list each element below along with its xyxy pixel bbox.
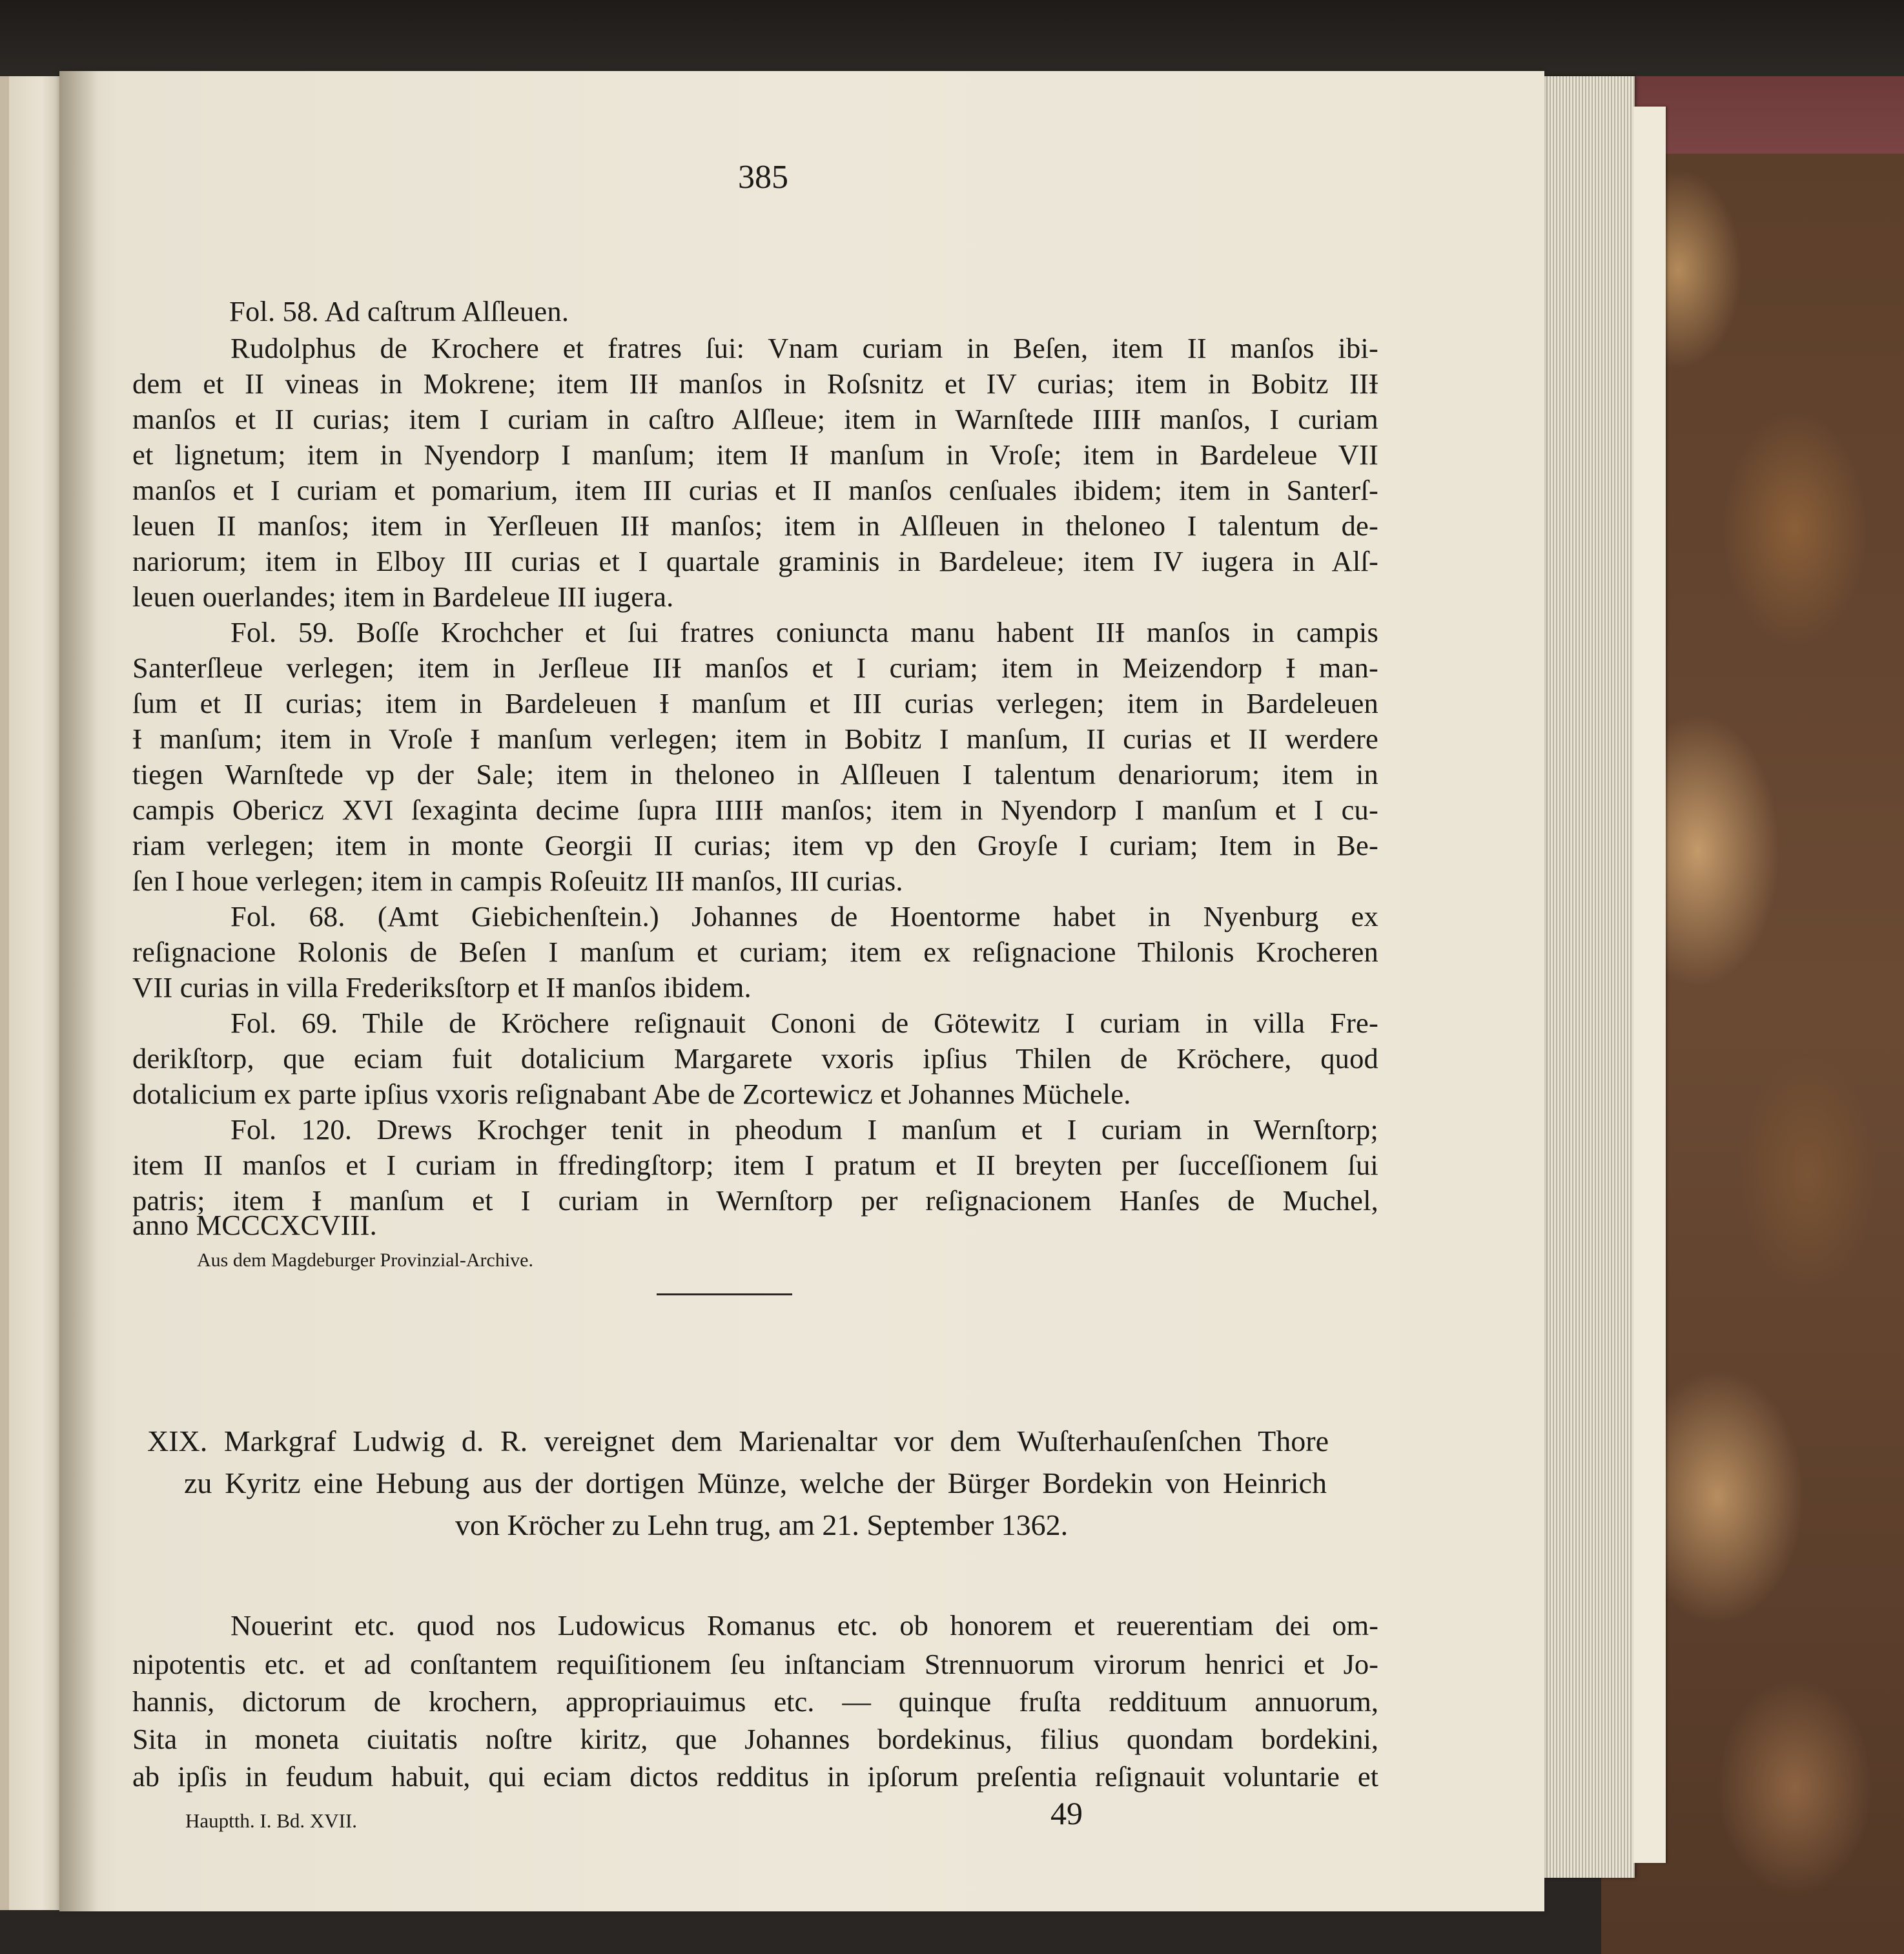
text-line: anno MCCCXCVIII. [132,1209,377,1241]
page-number: 385 [738,159,788,196]
source-note: Aus dem Magdeburger Provinzial-Archive. [197,1250,533,1271]
text-line: Fol. 59. Boſſe Krochcher et ſui fratres coniuncta manu habent IIƗ manſos in campis [230,616,1378,648]
text-line: Fol. 58. Ad caſtrum Alſleuen. [229,295,569,327]
text-line: campis Obericz XVI ſexaginta decime ſupra IIIIƗ manſos; item in Nyendorp I manſum et I cu- [132,794,1378,826]
text-line: Fol. 68. (Amt Giebichenſtein.) Johannes de Hoentorme habet in Nyenburg ex [230,900,1378,932]
text-line: nariorum; item in Elboy III curias et I quartale graminis in Bardeleue; item IV iugera in Alſ- [132,545,1378,577]
text-line: Rudolphus de Krochere et fratres ſui: Vnam curiam in Beſen, item II manſos ibi- [230,332,1378,364]
text-line: ſum et II curias; item in Bardeleuen Ɨ manſum et III curias verlegen; item in Bardeleuen [132,687,1378,719]
text-line: dem et II vineas in Mokrene; item IIƗ manſos in Roſsnitz et IV curias; item in Bobitz IIƗ [132,367,1378,400]
section-heading-line: zu Kyritz eine Hebung aus der dortigen Münze, welche der Bürger Bordekin von Heinrich [184,1466,1327,1499]
text-line: manſos et II curias; item I curiam in caſtro Alſleue; item in Warnſtede IIIIƗ manſos, I curiam [132,403,1378,435]
section-heading-line: von Kröcher zu Lehn trug, am 21. September 1362. [455,1508,1069,1541]
body-line: nipotentis etc. et ad conſtantem requiſitionem ſeu inſtanciam Strennuorum virorum henrici et Jo- [132,1648,1378,1680]
body-line: Nouerint etc. quod nos Ludowicus Romanus etc. ob honorem et reuerentiam dei om- [230,1609,1378,1641]
text-line: item II manſos et I curiam in ffredingſtorp; item I pratum et II breyten per ſucceſſionem ſui [132,1149,1378,1181]
text-line: manſos et I curiam et pomarium, item III curias et II manſos cenſuales ibidem; item in Santerſ- [132,474,1378,506]
text-line: Ɨ manſum; item in Vroſe Ɨ manſum verlegen; item in Bobitz I manſum, II curias et II werdere [132,723,1378,755]
text-line: riam verlegen; item in monte Georgii II curias; item vp den Groyſe I curiam; Item in Be- [132,829,1378,861]
text-line: patris; item Ɨ manſum et I curiam in Wernſtorp per reſignacionem Hanſes de Muchel, [132,1184,1378,1217]
text-line: tiegen Warnſtede vp der Sale; item in theloneo in Alſleuen I talentum denariorum; item in [132,758,1378,790]
text-line: et lignetum; item in Nyendorp I manſum; item IƗ manſum in Vroſe; item in Bardeleue VII [132,438,1378,471]
text-line: reſignacione Rolonis de Beſen I manſum et curiam; item ex reſignacione Thilonis Krocheren [132,936,1378,968]
body-line: Sita in moneta ciuitatis noſtre kiritz, que Johannes bordekinus, filius quondam bordekini, [132,1723,1378,1755]
text-line: Santerſleue verlegen; item in Jerſleue IIƗ manſos et I curiam; item in Meizendorp Ɨ man- [132,652,1378,684]
section-heading-line: XIX. Markgraf Ludwig d. R. vereignet dem Marienaltar vor dem Wuſterhauſenſchen Thore [147,1424,1329,1457]
footer-signature: 49 [1050,1795,1083,1831]
background [0,0,1904,77]
text-line: leuen ouerlandes; item in Bardeleue III iugera. [132,581,674,613]
text-line: leuen II manſos; item in Yerſleuen IIƗ manſos; item in Alſleuen in theloneo I talentum de- [132,509,1378,542]
text-line: Fol. 69. Thile de Kröchere reſignauit Cononi de Götewitz I curiam in villa Fre- [230,1007,1378,1039]
page-edges [1544,76,1635,1878]
footer-volume: Hauptth. I. Bd. XVII. [185,1809,358,1832]
left-page-edge [0,76,9,1910]
text-line: VII curias in villa Frederiksſtorp et IƗ manſos ibidem. [132,971,752,1003]
right-page [59,71,1544,1911]
text-line: ſen I houe verlegen; item in campis Roſeuitz IIƗ manſos, III curias. [132,865,903,897]
text-line: Fol. 120. Drews Krochger tenit in pheodum I manſum et I curiam in Wernſtorp; [230,1113,1378,1146]
text-line: derikſtorp, que eciam fuit dotalicium Margarete vxoris ipſius Thilen de Kröchere, quod [132,1042,1378,1075]
text-line: dotalicium ex parte ipſius vxoris reſignabant Abe de Zcortewicz et Johannes Müchele. [132,1078,1131,1110]
section-divider [657,1293,792,1295]
endpaper-edge [1633,107,1666,1863]
page-text [59,71,1544,1911]
body-line: ab ipſis in feudum habuit, qui eciam dictos redditus in ipſorum preſentia reſignauit voluntarie et [132,1760,1378,1793]
body-line: hannis, dictorum de krochern, appropriauimus etc. — quinque fruſta reddituum annuorum, [132,1685,1378,1718]
